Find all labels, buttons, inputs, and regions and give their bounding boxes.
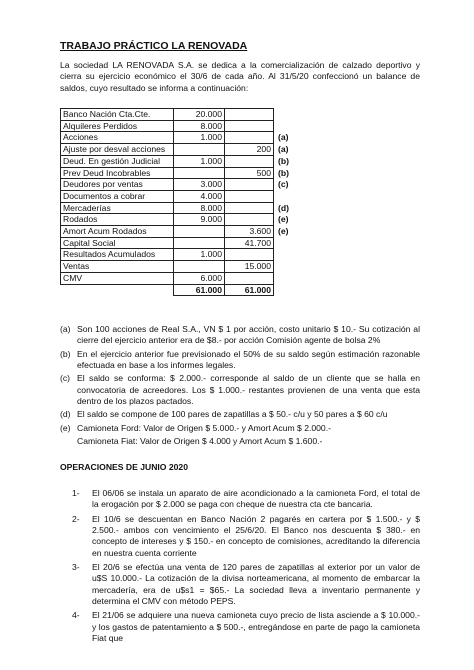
- table-row: [61, 144, 301, 156]
- debit-cell: 4.000: [174, 190, 225, 202]
- note-marker: [60, 436, 77, 447]
- reference-cell: [274, 249, 301, 261]
- document-title: TRABAJO PRÁCTICO LA RENOVADA: [60, 40, 248, 52]
- operation-item: [72, 514, 420, 559]
- credit-cell: 200: [225, 144, 274, 156]
- reference-cell: (b): [278, 155, 289, 166]
- intro-paragraph: [60, 60, 420, 94]
- note-item: [60, 423, 420, 434]
- table-row: [61, 190, 301, 202]
- account-cell: Ajuste por desval acciones: [61, 144, 174, 156]
- reference-cell: (b): [278, 167, 289, 178]
- credit-cell: [225, 179, 274, 191]
- operation-number: 3-: [72, 562, 80, 573]
- reference-cell: (e): [278, 226, 289, 237]
- note-item: [60, 324, 420, 347]
- reference-cell: (c): [278, 179, 289, 190]
- debit-cell: [174, 261, 225, 273]
- note-item: [60, 349, 420, 372]
- note-item: [60, 373, 420, 407]
- operation-number: 1-: [72, 488, 80, 498]
- account-cell: CMV: [61, 272, 174, 284]
- debit-cell: 1.000: [174, 132, 225, 144]
- reference-cell: [274, 120, 301, 132]
- note-text: Camioneta Fiat: Valor de Origen $ 4.000 y Amort Acum $ 1.600.-: [77, 436, 323, 447]
- account-cell: Resultados Acumulados: [61, 249, 174, 261]
- note-marker: (b): [60, 348, 71, 359]
- credit-cell: [225, 272, 274, 284]
- operation-text: El 10/6 se descuentan en Banco Nación 2 pagarés en cartera por $ 1.500.- y $ 2.500.- ambos con vencimiento el 25/6/20. El Banco nos descuenta $ 380.- en concepto de intereses y $ 150.- en concepto de comisiones, acreditando la diferencia en nuestra cuenta corriente: [92, 513, 420, 558]
- debit-cell: 3.000: [174, 179, 225, 191]
- account-cell: Banco Nación Cta.Cte.: [61, 109, 174, 121]
- account-cell: Mercaderías: [61, 202, 174, 214]
- totals-row: [61, 284, 301, 296]
- reference-cell: (a): [278, 144, 289, 155]
- account-cell: Deud. En gestión Judicial: [61, 155, 174, 167]
- account-cell: Ventas: [61, 261, 174, 273]
- reference-cell: (a): [278, 132, 289, 143]
- operation-text: El 20/6 se efectúa una venta de 120 pares de zapatillas al exterior por un valor de u$S 10.000.- La cotización de la divisa norteamericana, al momento de embarcar la mercadería, era de u$s1 = $65.- La sociedad lleva a inventario permanente y determina el CMV con método PEPS.: [92, 562, 420, 607]
- table-row: [61, 109, 301, 121]
- total-debit: 61.000: [174, 284, 225, 296]
- table-row: [61, 226, 301, 238]
- debit-cell: [174, 167, 225, 179]
- account-cell: Prev Deud Incobrables: [61, 167, 174, 179]
- table-row: [61, 120, 301, 132]
- debit-cell: 6.000: [174, 272, 225, 284]
- note-text: Camioneta Ford: Valor de Origen $ 5.000.- y Amort Acum $ 2.000.-: [77, 422, 331, 433]
- note-item: [60, 409, 420, 420]
- operations-list: [72, 488, 420, 647]
- totals-spacer: [61, 284, 174, 296]
- account-cell: Documentos a cobrar: [61, 190, 174, 202]
- account-cell: Alquileres Perdidos: [61, 120, 174, 132]
- debit-cell: [174, 237, 225, 249]
- reference-cell: [274, 190, 301, 202]
- credit-cell: [225, 132, 274, 144]
- table-row: [61, 202, 301, 214]
- account-cell: Deudores por ventas: [61, 179, 174, 191]
- debit-cell: 20.000: [174, 109, 225, 121]
- note-text: En el ejercicio anterior fue previsionado el 50% de su saldo según estimación razonable efectuada en base a los informes legales.: [77, 348, 420, 371]
- credit-cell: [225, 190, 274, 202]
- operation-item: [72, 488, 420, 511]
- note-text: El saldo se compone de 100 pares de zapatillas a $ 50.- c/u y 50 pares a $ 60 c/u: [77, 409, 388, 420]
- account-cell: Amort Acum Rodados: [61, 226, 174, 238]
- account-cell: Acciones: [61, 132, 174, 144]
- operation-text: El 06/06 se instala un aparato de aire acondicionado a la camioneta Ford, el total de la erogación por $ 2.000 se paga con cheque de nuestra cta cte bancaria.: [92, 488, 420, 510]
- operation-item: [72, 562, 420, 607]
- table-row: [61, 249, 301, 261]
- reference-cell: [274, 272, 301, 284]
- note-marker: (d): [60, 409, 71, 420]
- total-credit: 61.000: [225, 284, 274, 296]
- debit-cell: 8.000: [174, 120, 225, 132]
- intro-text: La sociedad LA RENOVADA S.A. se dedica a la comercialización de calzado deportivo y cierra su ejercicio económico el 30/6 de cada año. Al 31/5/20 confeccionó un balance de saldos, cuyo resultado se informa a continuación:: [60, 60, 420, 93]
- credit-cell: 41.700: [225, 237, 274, 249]
- reference-cell: [274, 237, 301, 249]
- credit-cell: 3.600: [225, 226, 274, 238]
- credit-cell: 15.000: [225, 261, 274, 273]
- credit-cell: [225, 249, 274, 261]
- table-row: [61, 272, 301, 284]
- table-row: [61, 155, 301, 167]
- reference-cell: (e): [278, 214, 289, 225]
- debit-cell: 9.000: [174, 214, 225, 226]
- credit-cell: [225, 120, 274, 132]
- note-item: [60, 436, 420, 447]
- debit-cell: 1.000: [174, 155, 225, 167]
- operations-title: OPERACIONES DE JUNIO 2020: [60, 462, 188, 472]
- credit-cell: [225, 214, 274, 226]
- operation-number: 4-: [72, 610, 80, 621]
- table-row: [61, 237, 301, 249]
- table-row: [61, 132, 301, 144]
- note-text: Son 100 acciones de Real S.A., VN $ 1 por acción, costo unitario $ 10.- Su cotización al cierre del ejercicio anterior era de $8.- por acción Comisión agente de bolsa 2%: [77, 324, 420, 346]
- credit-cell: 500: [225, 167, 274, 179]
- reference-cell: (d): [278, 202, 289, 213]
- credit-cell: [225, 109, 274, 121]
- operation-text: El 21/06 se adquiere una nueva camioneta cuyo precio de lista asciende a $ 10.000.- y los gastos de patentamiento a $ 500.-, entregándose en parte de pago la camioneta Fiat que: [92, 610, 420, 644]
- reference-cell: [274, 261, 301, 273]
- account-cell: Capital Social: [61, 237, 174, 249]
- debit-cell: [174, 226, 225, 238]
- account-cell: Rodados: [61, 214, 174, 226]
- table-row: [61, 167, 301, 179]
- notes-list: [60, 324, 420, 449]
- table-row: [61, 261, 301, 273]
- table-row: [61, 179, 301, 191]
- operation-number: 2-: [72, 513, 80, 524]
- note-marker: (e): [60, 422, 71, 433]
- totals-ref: [274, 284, 301, 296]
- note-text: El saldo se conforma: $ 2.000.- corresponde al saldo de un cliente que se halla en convocatoria de acreedores. Los $ 1.000.- restantes provienen de una venta que esta dentro de los plazos pactados.: [77, 373, 420, 407]
- table-row: [61, 214, 301, 226]
- debit-cell: 8.000: [174, 202, 225, 214]
- credit-cell: [225, 155, 274, 167]
- operation-item: [72, 610, 420, 644]
- debit-cell: [174, 144, 225, 156]
- note-marker: (c): [60, 373, 71, 384]
- reference-cell: [274, 109, 301, 121]
- debit-cell: 1.000: [174, 249, 225, 261]
- note-marker: (a): [60, 324, 71, 334]
- balance-table: [60, 108, 301, 296]
- credit-cell: [225, 202, 274, 214]
